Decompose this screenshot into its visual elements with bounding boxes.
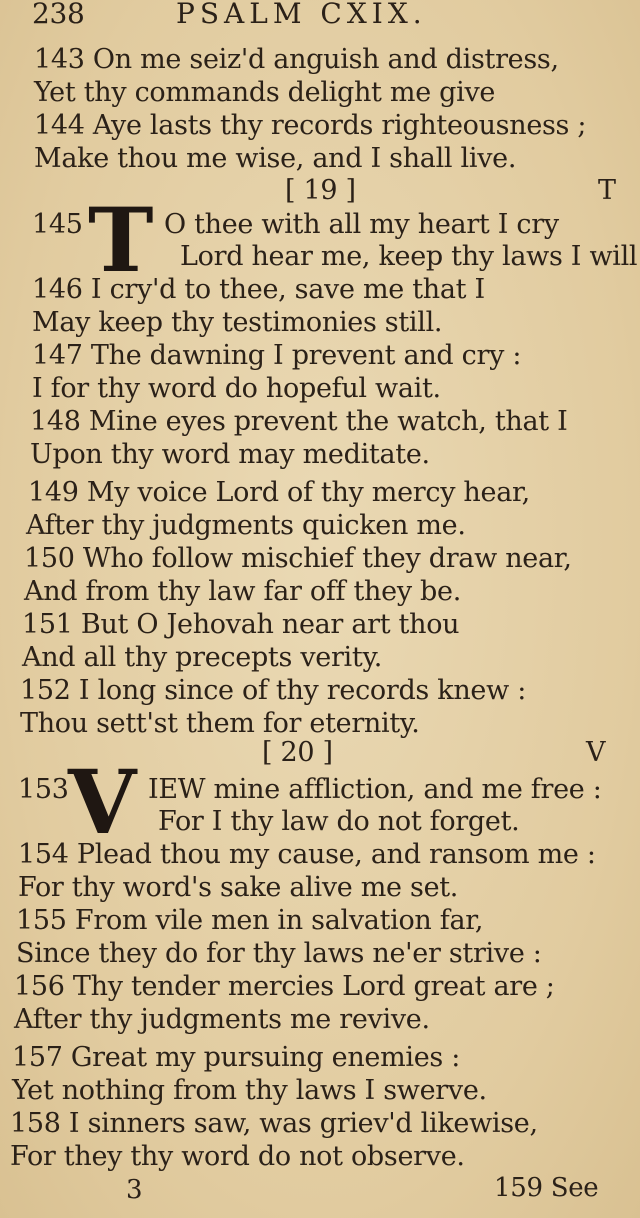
section-letter: T (598, 175, 616, 206)
verse-line: 149 My voice Lord of thy mercy hear, (28, 477, 530, 508)
verse-line: Yet thy commands delight me give (34, 77, 496, 108)
verse-number: 153 (18, 774, 69, 805)
verse-line: For thy word's sake alive me set. (18, 872, 459, 903)
verse-line: Since they do for thy laws ne'er strive : (16, 938, 542, 969)
verse-line: For they thy word do not observe. (10, 1141, 465, 1172)
verse-line: 143 On me seiz'd anguish and distress, (34, 44, 559, 75)
section-letter: V (586, 737, 606, 768)
verse-line: 157 Great my pursuing enemies : (12, 1042, 461, 1073)
verse-line: Thou sett'st them for eternity. (20, 708, 420, 739)
verse-line: 156 Thy tender mercies Lord great are ; (14, 971, 555, 1002)
verse-line: 150 Who follow mischief they draw near, (24, 543, 572, 574)
verse-line: For I thy law do not forget. (158, 806, 520, 837)
verse-line: After thy judgments me revive. (14, 1004, 430, 1035)
verse-line: Lord hear me, keep thy laws I will (180, 241, 638, 272)
verse-line: 154 Plead thou my cause, and ransom me : (18, 839, 596, 870)
drop-cap: T (88, 188, 154, 292)
catchword: 159 See (494, 1173, 599, 1203)
verse-line: 146 I cry'd to thee, save me that I (32, 274, 485, 305)
section-label: [ 20 ] (262, 737, 333, 768)
verse-line: 158 I sinners saw, was griev'd likewise, (10, 1108, 538, 1139)
section-label: [ 19 ] (285, 175, 356, 206)
verse-line: Yet nothing from thy laws I swerve. (12, 1075, 487, 1106)
page-title: PSALM CXIX. (176, 0, 427, 30)
verse-line: 155 From vile men in salvation far, (16, 905, 484, 936)
verse-line: 152 I long since of thy records knew : (20, 675, 526, 706)
verse-line: O thee with all my heart I cry (164, 209, 559, 240)
signature-mark: 3 (126, 1175, 143, 1205)
verse-line: 151 But O Jehovah near art thou (22, 609, 460, 640)
verse-line: 148 Mine eyes prevent the watch, that I (30, 406, 568, 437)
verse-line: And all thy precepts verity. (22, 642, 383, 673)
page-number: 238 (32, 0, 85, 30)
verse-line: 147 The dawning I prevent and cry : (32, 340, 522, 371)
drop-cap: V (68, 750, 137, 854)
verse-line: Make thou me wise, and I shall live. (34, 143, 517, 174)
verse-number: 145 (32, 209, 83, 240)
verse-line: I for thy word do hopeful wait. (32, 373, 441, 404)
verse-line: Upon thy word may meditate. (30, 439, 430, 470)
verse-line: May keep thy testimonies still. (32, 307, 443, 338)
verse-line: IEW mine affliction, and me free : (148, 774, 602, 805)
verse-line: After thy judgments quicken me. (26, 510, 466, 541)
verse-line: 144 Aye lasts thy records righteousness ; (34, 110, 587, 141)
verse-line: And from thy law far off they be. (24, 576, 461, 607)
